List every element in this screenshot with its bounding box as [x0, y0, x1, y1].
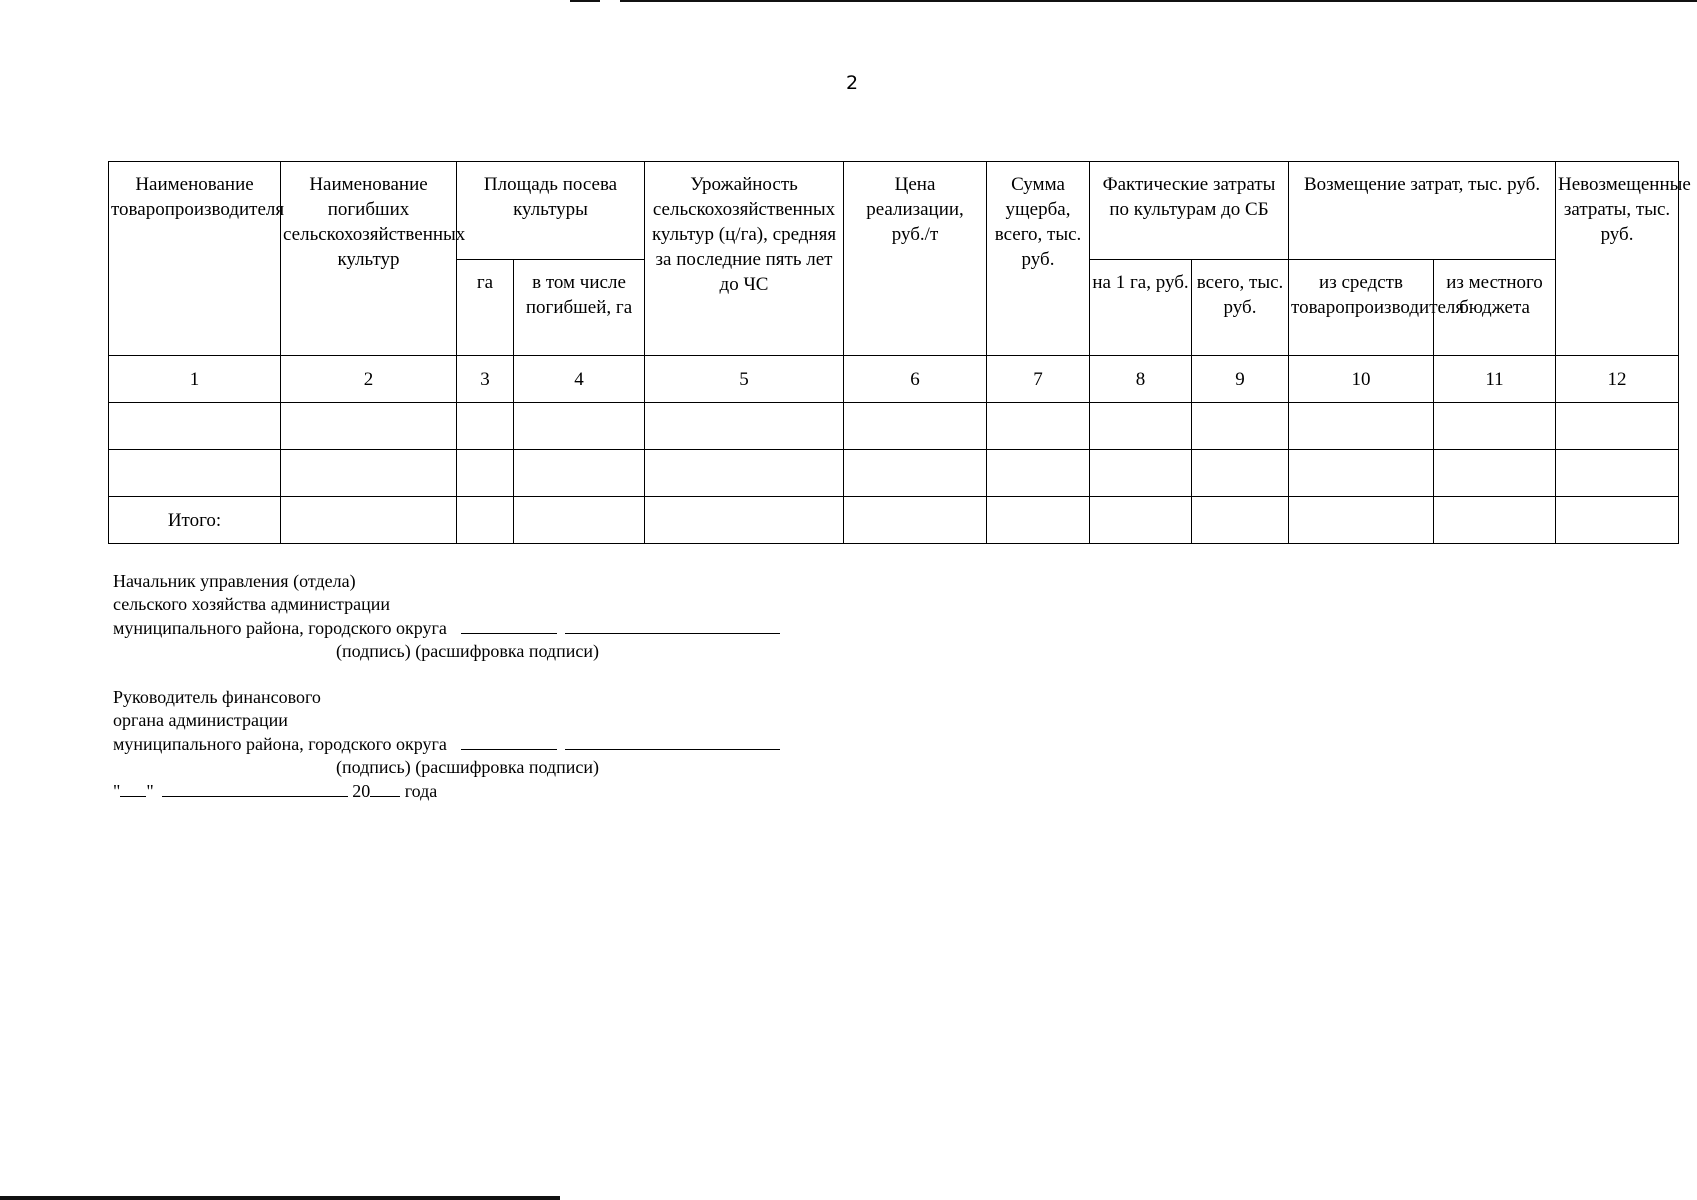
column-number: 11 [1434, 356, 1556, 403]
year-blank[interactable] [370, 779, 400, 797]
column-number: 5 [645, 356, 844, 403]
day-blank[interactable] [120, 779, 146, 797]
name-decoding-blank[interactable] [565, 616, 780, 634]
header-sown-area-ha: га [457, 260, 514, 356]
empty-cell [987, 450, 1090, 497]
empty-cell [1434, 403, 1556, 450]
header-uncompensated: Невозмещенные затраты, тыс. руб. [1556, 162, 1679, 356]
header-crops-name: Наименование погибших сельскохозяйственных культур [281, 162, 457, 356]
header-comp-local: из местного бюджета [1434, 260, 1556, 356]
empty-cell [1090, 403, 1192, 450]
column-number: 8 [1090, 356, 1192, 403]
empty-cell [844, 403, 987, 450]
empty-cell [1289, 403, 1434, 450]
month-blank[interactable] [162, 779, 348, 797]
header-costs-per-ha: на 1 га, руб. [1090, 260, 1192, 356]
column-number: 3 [457, 356, 514, 403]
empty-cell [1192, 450, 1289, 497]
signer-title-text: муниципального района, городского округа [113, 618, 447, 638]
header-costs-total: всего, тыс. руб. [1192, 260, 1289, 356]
signature-blank[interactable] [461, 616, 557, 634]
empty-cell [1090, 497, 1192, 544]
column-number: 10 [1289, 356, 1434, 403]
empty-cell [457, 403, 514, 450]
empty-cell [1556, 497, 1679, 544]
empty-cell [987, 497, 1090, 544]
signature-blank[interactable] [461, 732, 557, 750]
name-decoding-blank[interactable] [565, 732, 780, 750]
header-sown-area: Площадь посева культуры [457, 162, 645, 260]
signer-title-line: Начальник управления (отдела) [113, 571, 356, 591]
signer-title-line: сельского хозяйства администрации [113, 594, 390, 614]
empty-cell [514, 497, 645, 544]
empty-cell [1192, 403, 1289, 450]
signer-title-line-with-blanks [113, 732, 780, 756]
column-number: 7 [987, 356, 1090, 403]
column-number: 4 [514, 356, 645, 403]
table-row [109, 403, 1679, 450]
empty-cell [1289, 450, 1434, 497]
empty-cell [1556, 403, 1679, 450]
scan-edge-top-short [570, 0, 600, 2]
empty-cell [844, 497, 987, 544]
header-price: Цена реализации, руб./т [844, 162, 987, 356]
signer-title-line: органа администрации [113, 710, 288, 730]
header-damage-sum: Сумма ущерба, всего, тыс. руб. [987, 162, 1090, 356]
empty-cell [1192, 497, 1289, 544]
date-quote-open: " [113, 781, 121, 801]
empty-cell [645, 450, 844, 497]
damage-report-table [108, 161, 1691, 544]
scan-edge-top [620, 0, 1697, 2]
empty-cell [844, 450, 987, 497]
header-producer-name: Наименование товаропроизводителя [109, 162, 281, 356]
signature-caption: (подпись) (расшифровка подписи) [336, 757, 599, 777]
column-number: 2 [281, 356, 457, 403]
column-number: 1 [109, 356, 281, 403]
date-line [113, 779, 780, 803]
empty-cell [514, 403, 645, 450]
table-row [109, 450, 1679, 497]
column-number-row [109, 356, 1679, 403]
empty-cell [1434, 450, 1556, 497]
total-label: Итого: [109, 497, 281, 544]
empty-cell [1556, 450, 1679, 497]
empty-cell [1090, 450, 1192, 497]
empty-cell [281, 450, 457, 497]
empty-cell [109, 403, 281, 450]
empty-cell [109, 450, 281, 497]
empty-cell [1434, 497, 1556, 544]
empty-cell [281, 497, 457, 544]
total-row [109, 497, 1679, 544]
empty-cell [645, 403, 844, 450]
signature-section [113, 570, 780, 826]
year-suffix: года [404, 781, 438, 801]
year-prefix: 20 [352, 781, 371, 801]
scan-edge-bottom [0, 1196, 560, 1200]
date-quote-close: " [146, 781, 154, 801]
header-comp-producer: из средств товаропроизводителя [1289, 260, 1434, 356]
signer-title-line: Руководитель финансового [113, 687, 321, 707]
empty-cell [987, 403, 1090, 450]
column-number: 9 [1192, 356, 1289, 403]
header-sown-area-lost: в том числе погибшей, га [514, 260, 645, 356]
empty-cell [281, 403, 457, 450]
empty-cell [1289, 497, 1434, 544]
empty-cell [514, 450, 645, 497]
header-actual-costs: Фактические затраты по культурам до СБ [1090, 162, 1289, 260]
column-number: 12 [1556, 356, 1679, 403]
column-number: 6 [844, 356, 987, 403]
empty-cell [457, 497, 514, 544]
signature-caption: (подпись) (расшифровка подписи) [336, 641, 599, 661]
agriculture-head-signature-block [113, 570, 780, 663]
page-number: 2 [846, 72, 859, 94]
signer-title-text: муниципального района, городского округа [113, 734, 447, 754]
header-compensation: Возмещение затрат, тыс. руб. [1289, 162, 1556, 260]
empty-cell [457, 450, 514, 497]
header-yield: Урожайность сельскохозяйственных культур (ц/га), средняя за последние пять лет до ЧС [645, 162, 844, 356]
finance-head-signature-block [113, 686, 780, 803]
signer-title-line-with-blanks [113, 616, 780, 640]
empty-cell [645, 497, 844, 544]
